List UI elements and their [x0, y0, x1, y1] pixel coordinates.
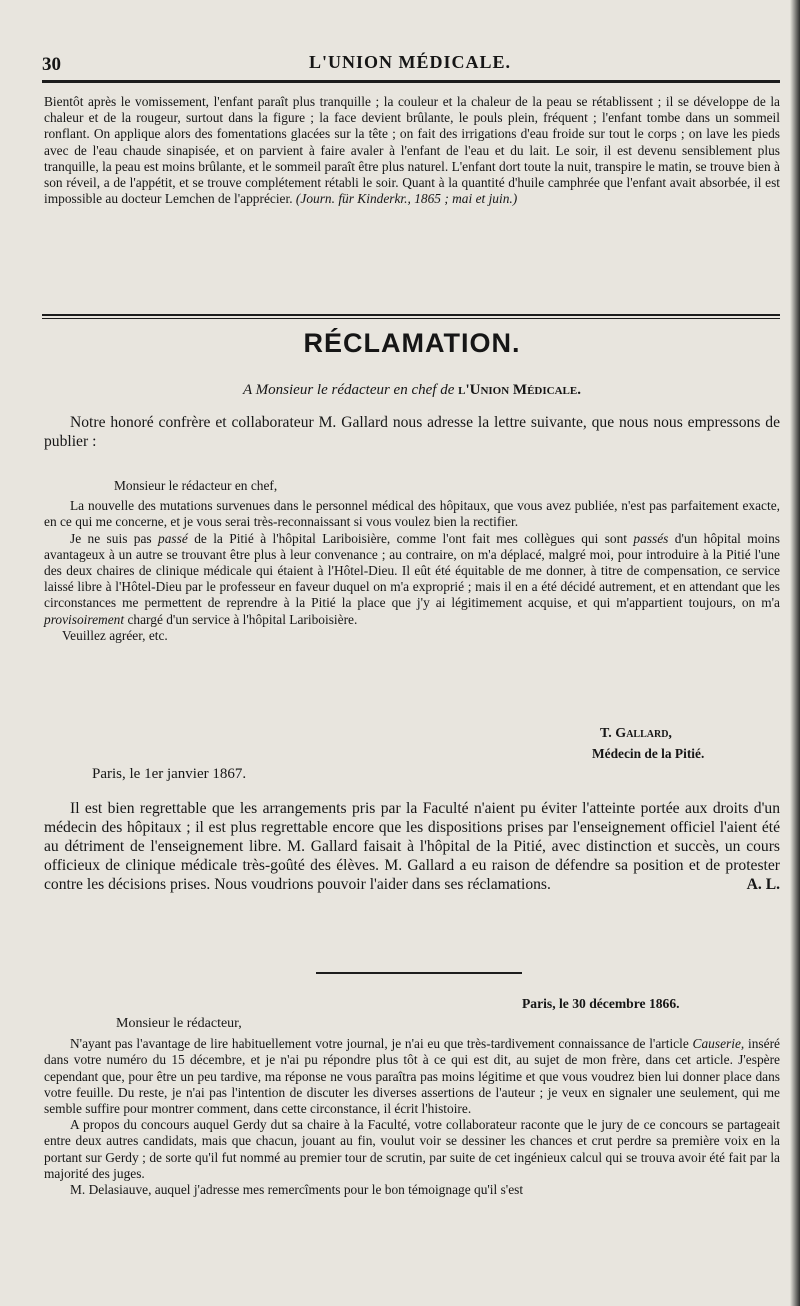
- salutation-2: Monsieur le rédacteur,: [116, 1016, 242, 1031]
- para2-part-a: Je ne suis pas: [70, 530, 152, 546]
- letter2-date: Paris, le 30 décembre 1866.: [522, 996, 680, 1011]
- letter-gallard: [44, 478, 780, 644]
- lead-text: Notre honoré confrère et collaborateur M. Gallard nous adresse la lettre suivante, que nous nous empressons de publier :: [44, 414, 780, 450]
- commentary-text: [44, 800, 780, 895]
- running-title: L'UNION MÉDICALE.: [308, 52, 512, 72]
- section-rule-top: [42, 314, 780, 316]
- address-prefix: A Monsieur le rédacteur en chef de: [243, 382, 455, 398]
- letter2-para1-b: inséré dans votre numéro du 15 décembre, et je n'ai pu répondre plus tôt à ce qui est dit, au sujet de mon frère, dans cet article. J'espère cependant que, pour être un peu tardive, ma réponse ne vous paraîtra pas moins légitime et que vous voudrez bien lui donner place dans votre feuille. Du reste, je n'ai pas l'intention de discuter les diverses assertions de l'auteur ; je veux en signaler une seulement, qui me semble suffire pour montrer comment, dans cette circonstance, il écrit l'histoire.: [44, 1036, 780, 1117]
- letter-address: [44, 382, 780, 399]
- para2-part-c: d'un hôpital moins avantageux à un autre se trouvant être plus à leur convenance ; au contraire, on m'a déplacé, malgré moi, pour introduire à la Pitié l'une des deux chaires de clinique médicale qui étaient à l'Hôtel-Dieu. Il eût été équitable de me donner, à titre de compensation, ce service laissé libre à l'Hôtel-Dieu par le professeur en faveur duquel on m'a exproprié ; mais il en a été décidé autrement, et en attendant que les circonstances me permettent de reprendre à la Pitié la place que j'y ai légitimement acquise, et qui m'appartient toujours, on m'a: [44, 530, 780, 611]
- gallard-para-1: La nouvelle des mutations survenues dans le personnel médical des hôpitaux, que vous avez publiée, n'est pas parfaitement exacte, en ce qui me concerne, et je vous serai très-reconnaissant si vous voulez bien la rectifier.: [44, 498, 780, 530]
- commentary: [44, 800, 780, 895]
- letter-date: Paris, le 1er janvier 1867.: [92, 766, 247, 782]
- intro-citation: (Journ. für Kinderkr., 1865 ; mai et juin.): [295, 191, 518, 207]
- letter-delasiauve: [44, 1016, 780, 1198]
- signature-gallard: T. Gallard,: [600, 726, 672, 741]
- para2-part-b: de la Pitié à l'hôpital Lariboisière, comme l'ont fait mes collègues qui sont: [194, 530, 628, 546]
- salutation-gallard: Monsieur le rédacteur en chef,: [114, 478, 278, 493]
- letter2-para-1: [44, 1036, 780, 1117]
- para2-word-passes: passés: [633, 530, 669, 546]
- gallard-para-2: [44, 531, 780, 628]
- letter2-word-causerie: Causerie,: [692, 1036, 745, 1052]
- para2-word-provisoirement: provisoirement: [44, 611, 125, 627]
- section-title: RÉCLAMATION.: [303, 328, 521, 358]
- address-journal: l'Union Médicale.: [458, 382, 581, 398]
- letter2-para-2: A propos du concours auquel Gerdy dut sa chaire à la Faculté, votre collaborateur raconte que le jury de ce concours se partageait entre deux autres candidats, mais que chacun, jouant au fin, voulut voir se dessiner les chances et crut perdre sa première voix en la portant sur Gerdy ; de sorte qu'il fut nommé au premier tour de scrutin, par suite de cet ingénieux calcul qui se trouva avoir été fait par la majorité des juges.: [44, 1117, 780, 1181]
- para2-word-passe: passé: [158, 530, 188, 546]
- intro-text: Bientôt après le vomissement, l'enfant paraît plus tranquille ; la couleur et la chaleur de la peau se rétablissent ; il se développe de la chaleur et de la rougeur, surtout dans la figure ; la face devient brûlante, le pouls plein, fréquent ; l'enfant tombe dans un sommeil ronflant. On applique alors des fomentations glacées sur la tête ; on fait des irrigations d'eau froide sur tout le corps ; on lave les pieds avec de l'eau chaude sinapisée, et on parvient à faire avaler à l'enfant de l'eau et du lait. Le soir, il est devenu sensiblement plus tranquille, la peau est moins brûlante, et le sommeil paraît être plus naturel. L'enfant dort toute la nuit, transpire le matin, se trouve bien à son réveil, a de l'appétit, et se trouve complétement rétabli le soir. Quant à la quantité d'huile camphrée que l'enfant avait absorbée, il est impossible au docteur Lemchen de l'apprécier.: [44, 94, 780, 207]
- page-number: 30: [42, 54, 61, 75]
- para2-part-d: chargé d'un service à l'hôpital Lariboisière.: [127, 611, 358, 627]
- letter2-para-3: M. Delasiauve, auquel j'adresse mes remercîments pour le bon témoignage qu'il s'est: [70, 1182, 524, 1198]
- letter2-para1-a: N'ayant pas l'avantage de lire habituellement votre journal, je n'ai eu que très-tardivement connaissance de l'article: [70, 1036, 689, 1052]
- commentary-signature: A. L.: [746, 875, 780, 893]
- commentary-body: Il est bien regrettable que les arrangements pris par la Faculté n'aient pu éviter l'atteinte portée aux droits d'un médecin des hôpitaux ; il est plus regrettable encore que les dispositions prises par l'enseignement officiel l'aient été au détriment de l'enseignement libre. M. Gallard faisait à l'hôpital de la Pitié, avec distinction et succès, un cours officieux de clinique médicale très-goûté des élèves. M. Gallard a eu raison de défendre sa position et de protester contre les décisions prises. Nous voudrions pouvoir l'aider dans ses réclamations.: [44, 800, 780, 893]
- section-rule-top-thin: [42, 318, 780, 319]
- page-header: [40, 50, 780, 76]
- letter-lead: [44, 414, 780, 452]
- signature-title: Médecin de la Pitié.: [592, 746, 705, 761]
- intro-paragraph: [44, 94, 780, 207]
- page-edge-shadow: [790, 0, 800, 1306]
- header-rule: [42, 80, 780, 83]
- separator-rule: [316, 972, 522, 974]
- closing-gallard: Veuillez agréer, etc.: [62, 627, 168, 643]
